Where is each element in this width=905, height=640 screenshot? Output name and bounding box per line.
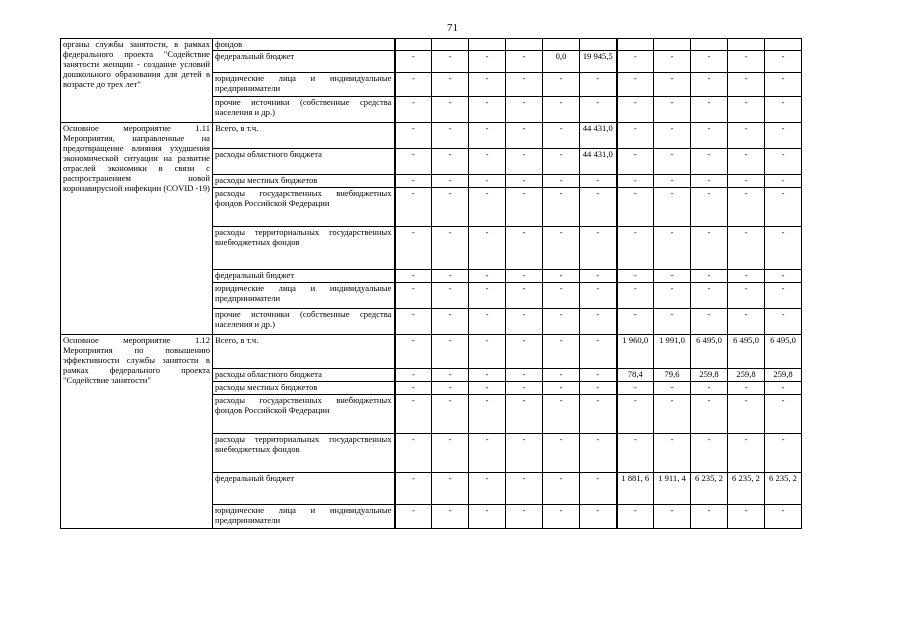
value-cell: - — [469, 395, 506, 434]
value-cell: - — [728, 227, 765, 270]
value-cell: - — [469, 270, 506, 283]
value-cell: - — [728, 73, 765, 97]
value-cell: - — [395, 270, 432, 283]
value-cell: - — [432, 51, 469, 73]
value-cell: - — [691, 123, 728, 149]
value-cell: - — [580, 309, 617, 335]
value-cell: - — [691, 434, 728, 473]
value-cell: - — [432, 505, 469, 529]
value-cell: 1 881, 6 — [617, 473, 654, 505]
value-cell: 6 495,0 — [691, 335, 728, 369]
value-cell: - — [469, 227, 506, 270]
funding-source: федеральный бюджет — [213, 270, 395, 283]
value-cell: - — [765, 382, 802, 395]
value-cell: 44 431,0 — [580, 149, 617, 175]
value-cell: 6 235, 2 — [765, 473, 802, 505]
funding-source: расходы государственных внебюджетных фондов Российской Федерации — [213, 395, 395, 434]
funding-source: фондов — [213, 39, 395, 51]
value-cell: - — [432, 473, 469, 505]
value-cell: - — [432, 283, 469, 309]
value-cell: - — [432, 73, 469, 97]
value-cell: - — [395, 473, 432, 505]
value-cell: - — [395, 73, 432, 97]
value-cell: - — [617, 73, 654, 97]
value-cell: - — [765, 188, 802, 227]
value-cell: - — [617, 188, 654, 227]
value-cell: - — [728, 283, 765, 309]
funding-source: прочие источники (собственные средства населения и др.) — [213, 309, 395, 335]
value-cell: - — [543, 395, 580, 434]
value-cell: 19 945,5 — [580, 51, 617, 73]
value-cell: - — [765, 434, 802, 473]
value-cell: - — [654, 505, 691, 529]
value-cell: - — [765, 149, 802, 175]
value-cell: - — [691, 175, 728, 188]
value-cell: - — [654, 149, 691, 175]
value-cell: - — [506, 270, 543, 283]
funding-source: юридические лица и индивидуальные предприниматели — [213, 505, 395, 529]
value-cell: - — [543, 149, 580, 175]
value-cell: - — [432, 309, 469, 335]
funding-source: расходы территориальных государственных внебюджетных фондов — [213, 227, 395, 270]
value-cell: - — [543, 227, 580, 270]
value-cell: - — [617, 505, 654, 529]
value-cell: - — [728, 149, 765, 175]
value-cell: - — [654, 283, 691, 309]
value-cell: - — [765, 51, 802, 73]
value-cell: - — [691, 97, 728, 123]
value-cell: - — [728, 270, 765, 283]
value-cell: - — [543, 505, 580, 529]
value-cell: 259,8 — [765, 369, 802, 382]
value-cell: - — [543, 434, 580, 473]
funding-source: Всего, в т.ч. — [213, 335, 395, 369]
value-cell: - — [654, 309, 691, 335]
value-cell: - — [543, 188, 580, 227]
funding-source: Всего, в т.ч. — [213, 123, 395, 149]
funding-source: расходы областного бюджета — [213, 149, 395, 175]
value-cell: - — [395, 188, 432, 227]
value-cell: - — [395, 51, 432, 73]
value-cell: - — [543, 382, 580, 395]
value-cell: 1 991,0 — [654, 335, 691, 369]
value-cell: - — [432, 188, 469, 227]
value-cell: - — [765, 175, 802, 188]
table-row — [61, 39, 802, 51]
value-cell: - — [469, 309, 506, 335]
value-cell: - — [543, 309, 580, 335]
value-cell: - — [617, 123, 654, 149]
funding-source: федеральный бюджет — [213, 473, 395, 505]
value-cell: - — [469, 175, 506, 188]
value-cell: - — [395, 283, 432, 309]
value-cell: - — [469, 149, 506, 175]
value-cell: - — [617, 434, 654, 473]
value-cell — [395, 39, 432, 51]
value-cell: - — [395, 434, 432, 473]
value-cell — [469, 39, 506, 51]
value-cell: - — [543, 335, 580, 369]
value-cell: - — [395, 505, 432, 529]
value-cell: 0,0 — [543, 51, 580, 73]
value-cell: 1 960,0 — [617, 335, 654, 369]
value-cell: - — [506, 382, 543, 395]
value-cell: - — [617, 395, 654, 434]
value-cell: - — [469, 188, 506, 227]
value-cell: - — [654, 188, 691, 227]
value-cell: - — [432, 97, 469, 123]
value-cell: - — [617, 149, 654, 175]
value-cell: - — [469, 97, 506, 123]
value-cell: - — [506, 395, 543, 434]
value-cell: - — [543, 97, 580, 123]
funding-source: расходы территориальных государственных внебюджетных фондов — [213, 434, 395, 473]
value-cell: - — [617, 97, 654, 123]
value-cell: - — [728, 123, 765, 149]
value-cell: - — [691, 270, 728, 283]
value-cell: - — [728, 188, 765, 227]
value-cell: - — [765, 395, 802, 434]
value-cell: - — [506, 505, 543, 529]
value-cell: - — [728, 434, 765, 473]
value-cell: - — [432, 123, 469, 149]
value-cell: - — [395, 97, 432, 123]
value-cell: - — [506, 73, 543, 97]
value-cell: - — [469, 505, 506, 529]
value-cell: - — [469, 369, 506, 382]
value-cell: - — [654, 175, 691, 188]
value-cell: - — [506, 97, 543, 123]
value-cell: - — [728, 51, 765, 73]
value-cell: - — [580, 505, 617, 529]
value-cell: - — [765, 309, 802, 335]
value-cell: - — [580, 188, 617, 227]
value-cell: - — [395, 335, 432, 369]
value-cell: - — [580, 97, 617, 123]
value-cell: - — [543, 270, 580, 283]
value-cell: - — [432, 175, 469, 188]
funding-source: прочие источники (собственные средства населения и др.) — [213, 97, 395, 123]
value-cell: - — [691, 149, 728, 175]
value-cell: - — [506, 227, 543, 270]
value-cell: - — [506, 434, 543, 473]
value-cell: - — [654, 97, 691, 123]
value-cell: - — [691, 73, 728, 97]
value-cell: - — [765, 97, 802, 123]
value-cell: - — [469, 283, 506, 309]
value-cell: - — [506, 473, 543, 505]
value-cell: - — [617, 51, 654, 73]
value-cell: - — [506, 149, 543, 175]
activity-description: Основное мероприятие 1.11 Мероприятия, направленные на предотвращение влияния ухудшения экономической ситуации на развитие отраслей экономики в связи с распространением новой коронавирусной инфекции (COVID -19) — [61, 123, 213, 335]
funding-source: юридические лица и индивидуальные предприниматели — [213, 283, 395, 309]
value-cell: - — [691, 51, 728, 73]
activity-description: Основное мероприятие 1.12 Мероприятия по повышению эффективности службы занятости в рамках федерального проекта "Содействие занятости" — [61, 335, 213, 529]
value-cell: - — [728, 505, 765, 529]
value-cell: - — [617, 309, 654, 335]
funding-table — [60, 38, 802, 529]
value-cell: - — [543, 473, 580, 505]
value-cell — [728, 39, 765, 51]
value-cell: - — [432, 434, 469, 473]
funding-source: расходы местных бюджетов — [213, 382, 395, 395]
value-cell: - — [654, 382, 691, 395]
value-cell: 6 235, 2 — [691, 473, 728, 505]
value-cell: 259,8 — [691, 369, 728, 382]
value-cell: - — [395, 175, 432, 188]
funding-source: расходы местных бюджетов — [213, 175, 395, 188]
value-cell: - — [432, 335, 469, 369]
value-cell: - — [506, 309, 543, 335]
table-row — [61, 123, 802, 149]
value-cell: - — [691, 395, 728, 434]
funding-source: расходы областного бюджета — [213, 369, 395, 382]
value-cell: - — [543, 73, 580, 97]
value-cell — [617, 39, 654, 51]
value-cell: - — [506, 123, 543, 149]
value-cell: - — [432, 369, 469, 382]
value-cell: - — [580, 434, 617, 473]
value-cell: - — [765, 505, 802, 529]
value-cell: - — [691, 382, 728, 395]
value-cell: - — [506, 188, 543, 227]
value-cell: - — [506, 369, 543, 382]
value-cell: - — [765, 270, 802, 283]
value-cell: - — [395, 382, 432, 395]
value-cell: - — [728, 309, 765, 335]
table-row — [61, 335, 802, 369]
value-cell: - — [543, 369, 580, 382]
value-cell: - — [691, 188, 728, 227]
value-cell: 78,4 — [617, 369, 654, 382]
value-cell: - — [395, 123, 432, 149]
value-cell — [765, 39, 802, 51]
value-cell — [691, 39, 728, 51]
value-cell: - — [469, 434, 506, 473]
value-cell — [506, 39, 543, 51]
value-cell: - — [432, 149, 469, 175]
value-cell: - — [617, 283, 654, 309]
funding-source: юридические лица и индивидуальные предприниматели — [213, 73, 395, 97]
value-cell: - — [580, 382, 617, 395]
value-cell: - — [654, 73, 691, 97]
value-cell: - — [617, 175, 654, 188]
value-cell: - — [469, 51, 506, 73]
value-cell: - — [395, 227, 432, 270]
value-cell: - — [654, 434, 691, 473]
value-cell: - — [506, 175, 543, 188]
value-cell: - — [543, 175, 580, 188]
value-cell: - — [395, 395, 432, 434]
value-cell: - — [617, 382, 654, 395]
value-cell: - — [469, 473, 506, 505]
value-cell: - — [654, 51, 691, 73]
value-cell: - — [506, 283, 543, 309]
value-cell: - — [506, 335, 543, 369]
page-number: 71 — [447, 22, 458, 34]
value-cell: - — [395, 149, 432, 175]
funding-source: федеральный бюджет — [213, 51, 395, 73]
value-cell: - — [765, 227, 802, 270]
value-cell: 1 911, 4 — [654, 473, 691, 505]
value-cell: - — [765, 283, 802, 309]
value-cell: - — [765, 73, 802, 97]
value-cell: - — [617, 270, 654, 283]
value-cell: 259,8 — [728, 369, 765, 382]
value-cell: - — [580, 369, 617, 382]
value-cell: - — [691, 283, 728, 309]
value-cell — [543, 39, 580, 51]
funding-source: расходы государственных внебюджетных фондов Российской Федерации — [213, 188, 395, 227]
value-cell: - — [691, 309, 728, 335]
value-cell: - — [543, 123, 580, 149]
value-cell: 6 495,0 — [728, 335, 765, 369]
value-cell: - — [506, 51, 543, 73]
value-cell — [432, 39, 469, 51]
value-cell: - — [580, 175, 617, 188]
value-cell: 79,6 — [654, 369, 691, 382]
value-cell: - — [543, 283, 580, 309]
value-cell: - — [580, 227, 617, 270]
value-cell: - — [728, 97, 765, 123]
value-cell: - — [728, 175, 765, 188]
value-cell: - — [469, 382, 506, 395]
value-cell: - — [691, 505, 728, 529]
value-cell: - — [654, 395, 691, 434]
value-cell: - — [580, 395, 617, 434]
value-cell: - — [617, 227, 654, 270]
value-cell: - — [580, 335, 617, 369]
value-cell: - — [765, 123, 802, 149]
value-cell: - — [691, 227, 728, 270]
value-cell: 44 431,0 — [580, 123, 617, 149]
value-cell: - — [469, 73, 506, 97]
value-cell: - — [654, 123, 691, 149]
value-cell: - — [580, 270, 617, 283]
value-cell: - — [432, 270, 469, 283]
value-cell: - — [432, 395, 469, 434]
value-cell: - — [395, 369, 432, 382]
value-cell: - — [469, 335, 506, 369]
value-cell: - — [580, 283, 617, 309]
value-cell: - — [432, 382, 469, 395]
value-cell: - — [580, 473, 617, 505]
value-cell — [580, 39, 617, 51]
value-cell: 6 495,0 — [765, 335, 802, 369]
activity-description: органы службы занятости, в рамках федерального проекта "Содействие занятости женщин - создание условий дошкольного образования для детей в возрасте до трех лет" — [61, 39, 213, 123]
value-cell — [654, 39, 691, 51]
value-cell: - — [469, 123, 506, 149]
value-cell: - — [654, 227, 691, 270]
value-cell: 6 235, 2 — [728, 473, 765, 505]
value-cell: - — [432, 227, 469, 270]
value-cell: - — [728, 395, 765, 434]
value-cell: - — [395, 309, 432, 335]
value-cell: - — [728, 382, 765, 395]
value-cell: - — [654, 270, 691, 283]
value-cell: - — [580, 73, 617, 97]
